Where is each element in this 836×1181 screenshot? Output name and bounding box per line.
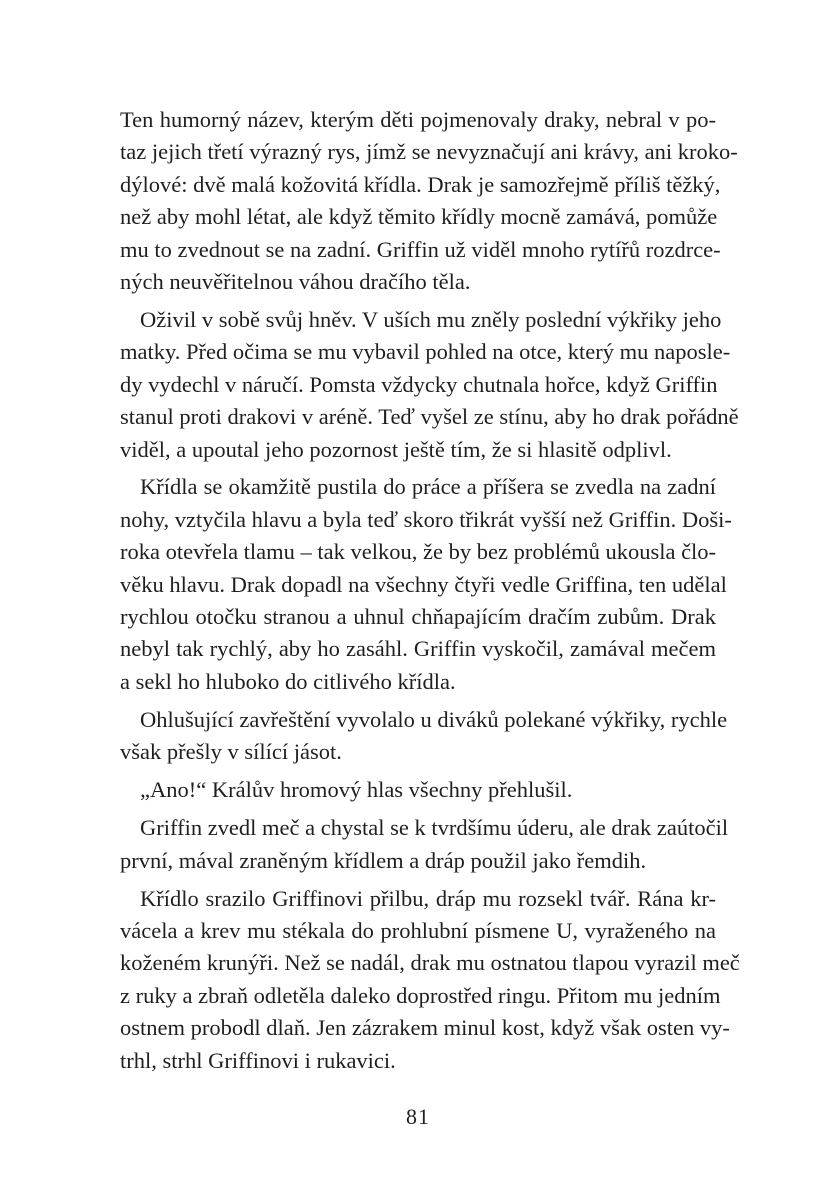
text-line: nohy, vztyčila hlavu a byla teď skoro třikrát vyšší než Griffin. Doši- <box>120 506 732 532</box>
paragraph <box>120 883 740 1077</box>
text-line: Ten humorný název, kterým děti pojmenovaly draky, nebral v po- <box>120 107 716 132</box>
text-line: Křídlo srazilo Griffinovi přilbu, dráp mu rozsekl tvář. Rána kr- <box>140 885 716 911</box>
body-text <box>120 104 740 1077</box>
text-line: stanul proti drakovi v aréně. Teď vyšel ze stínu, aby ho drak pořádně <box>120 404 739 430</box>
text-line: a sekl ho hluboko do citlivého křídla. <box>120 668 456 694</box>
paragraph <box>120 704 728 769</box>
text-line: první, mával zraněným křídlem a dráp použil jako řemdih. <box>120 847 647 873</box>
paragraph <box>120 774 716 806</box>
text-line: Křídla se okamžitě pustila do práce a příšera se zvedla na zadní <box>140 474 716 500</box>
text-line: z ruky a zbraň odletěla daleko doprostřed ringu. Přitom mu jedním <box>120 982 721 1008</box>
text-line: ostnem probodl dlaň. Jen zázrakem minul kost, když však osten vy- <box>120 1015 730 1041</box>
text-line: viděl, a upoutal jeho pozornost ještě tím, že si hlasitě odplivl. <box>120 436 672 462</box>
paragraph <box>120 471 732 698</box>
text-line: ných neuvěřitelnou váhou dračího těla. <box>120 268 471 294</box>
paragraph <box>120 812 729 877</box>
text-line: matky. Před očima se mu vybavil pohled na otce, který mu naposle- <box>120 339 731 365</box>
text-line: než aby mohl létat, ale když těmito křídly mocně zamává, pomůže <box>120 204 718 230</box>
text-line: roka otevřela tlamu – tak velkou, že by bez problémů ukousla člo- <box>120 539 717 565</box>
text-line: Griffin zvedl meč a chystal se k tvrdšímu úderu, ale drak zaútočil <box>140 815 729 841</box>
text-line: dy vydechl v náručí. Pomsta vždycky chutnala hořce, když Griffin <box>120 371 718 397</box>
text-line: rychlou otočku stranou a uhnul chňapajícím dračím zubům. Drak <box>120 604 716 630</box>
paragraph <box>120 304 739 466</box>
text-line: věku hlavu. Drak dopadl na všechny čtyři vedle Griffina, ten udělal <box>120 571 727 597</box>
text-line: Ohlušující zavřeštění vyvolalo u diváků polekané výkřiky, rychle <box>140 706 728 732</box>
text-line: nebyl tak rychlý, aby ho zasáhl. Griffin vyskočil, zamával mečem <box>120 636 716 662</box>
text-line: koženém krunýři. Než se nadál, drak mu ostnatou tlapou vyrazil meč <box>120 950 740 976</box>
page-number: 81 <box>406 1104 430 1129</box>
paragraph <box>120 104 738 298</box>
text-line: vácela a krev mu stékala do prohlubní písmene U, vyraženého na <box>120 917 716 943</box>
text-line: mu to zvednout se na zadní. Griffin už viděl mnoho rytířů rozdrce- <box>120 236 721 262</box>
text-line: taz jejich třetí výrazný rys, jímž se nevyznačují ani krávy, ani kroko- <box>120 139 738 165</box>
text-line: Oživil v sobě svůj hněv. V uších mu zněly poslední výkřiky jeho <box>140 306 722 332</box>
text-line: trhl, strhl Griffinovi i rukavici. <box>120 1047 396 1073</box>
text-line: však přešly v sílící jásot. <box>120 739 342 765</box>
text-line: „Ano!“ Králův hromový hlas všechny přehlušil. <box>140 777 573 803</box>
text-line: dýlové: dvě malá kožovitá křídla. Drak je samozřejmě příliš těžký, <box>120 171 721 197</box>
